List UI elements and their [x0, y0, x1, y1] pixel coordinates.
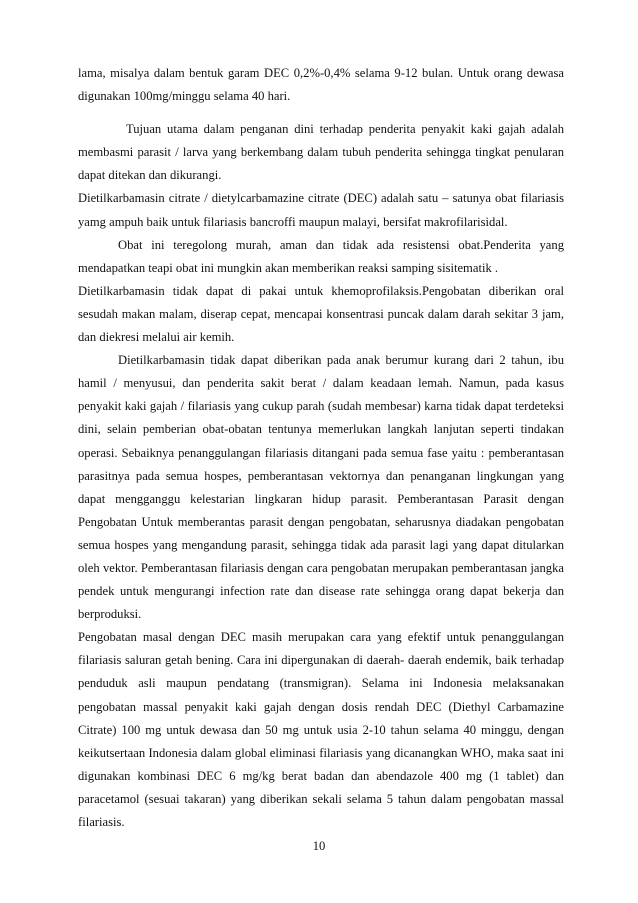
- paragraph-dec-description: Dietilkarbamasin citrate / dietylcarbamazine citrate (DEC) adalah satu – satunya obat filariasis yamg ampuh baik untuk filariasis bancroffi maupun malayi, bersifat makrofilarisidal.: [78, 191, 564, 229]
- paragraph-treatment-goal: Tujuan utama dalam penganan dini terhadap penderita penyakit kaki gajah adalah membasmi parasit / larva yang berkembang dalam tubuh penderita sehingga tingkat penularan dapat ditekan dan dikurangi.: [78, 122, 564, 183]
- paragraph-administration: Dietilkarbamasin tidak dapat di pakai untuk khemoprofilaksis.Pengobatan diberikan oral sesudah makan malam, diserap cepat, mencapai konsentrasi puncak dalam darah sekitar 3 jam, dan diekresi melalui air kemih.: [78, 283, 564, 345]
- document-page: [78, 62, 564, 834]
- paragraph-contraindications: Dietilkarbamasin tidak dapat diberikan pada anak berumur kurang dari 2 tahun, ibu hamil / menyusui, dan penderita sakit berat / dalam keadaan lemah. Namun, pada kasus penyakit kaki gajah / filariasis yang cukup parah (sudah membesar) karna tidak dapat terdeteksi dini, selain pemberian obat-obatan tentunya memerlukan langkah lanjutan seperti tindakan operasi. Sebaiknya penanggulangan filariasis ditangani pada semua fase yaitu : pemberantasan parasitnya pada semua hospes, pemberantasan vektornya dan penanganan lingkungan yang dapat mengganggu kelestarian lingkaran hidup parasit. Pemberantasan Parasit dengan Pengobatan Untuk memberantas parasit dengan pengobatan, seharusnya diadakan pengobatan semua hospes yang mengandung parasit, sehingga tidak ada parasit lagi yang dapat ditularkan oleh vektor. Pemberantasan filariasis dengan cara pengobatan merupakan pemberantasan jangka pendek untuk mengurangi infection rate dan disease rate sehingga orang dapat bekerja dan berproduksi.: [78, 353, 564, 622]
- paragraph-drug-cost: Obat ini teregolong murah, aman dan tidak ada resistensi obat.Penderita yang mendapatkan teapi obat ini mungkin akan memberikan reaksi samping sisitematik .: [78, 237, 564, 275]
- page-number: 10: [312, 839, 326, 853]
- paragraph-dosage-continuation: lama, misalya dalam bentuk garam DEC 0,2%-0,4% selama 9-12 bulan. Untuk orang dewasa digunakan 100mg/minggu selama 40 hari.: [78, 66, 564, 104]
- paragraph-mass-treatment: Pengobatan masal dengan DEC masih merupakan cara yang efektif untuk penanggulangan filariasis saluran getah bening. Cara ini dipergunakan di daerah- daerah endemik, baik terhadap penduduk asli maupun pendatang (transmigran). Selama ini Indonesia melaksanakan pengobatan massal penyakit kaki gajah dengan dosis rendah DEC (Diethyl Carbamazine Citrate) 100 mg untuk dewasa dan 50 mg untuk usia 2-10 tahun selama 40 minggu, dengan keikutsertaan Indonesia dalam global eliminasi filariasis yang dicanangkan WHO, maka saat ini digunakan kombinasi DEC 6 mg/kg berat badan dan abendazole 400 mg (1 tablet) dan paracetamol (sesuai takaran) yang diberikan sekali selama 5 tahun dalam pengobatan massal filariasis.: [78, 630, 564, 829]
